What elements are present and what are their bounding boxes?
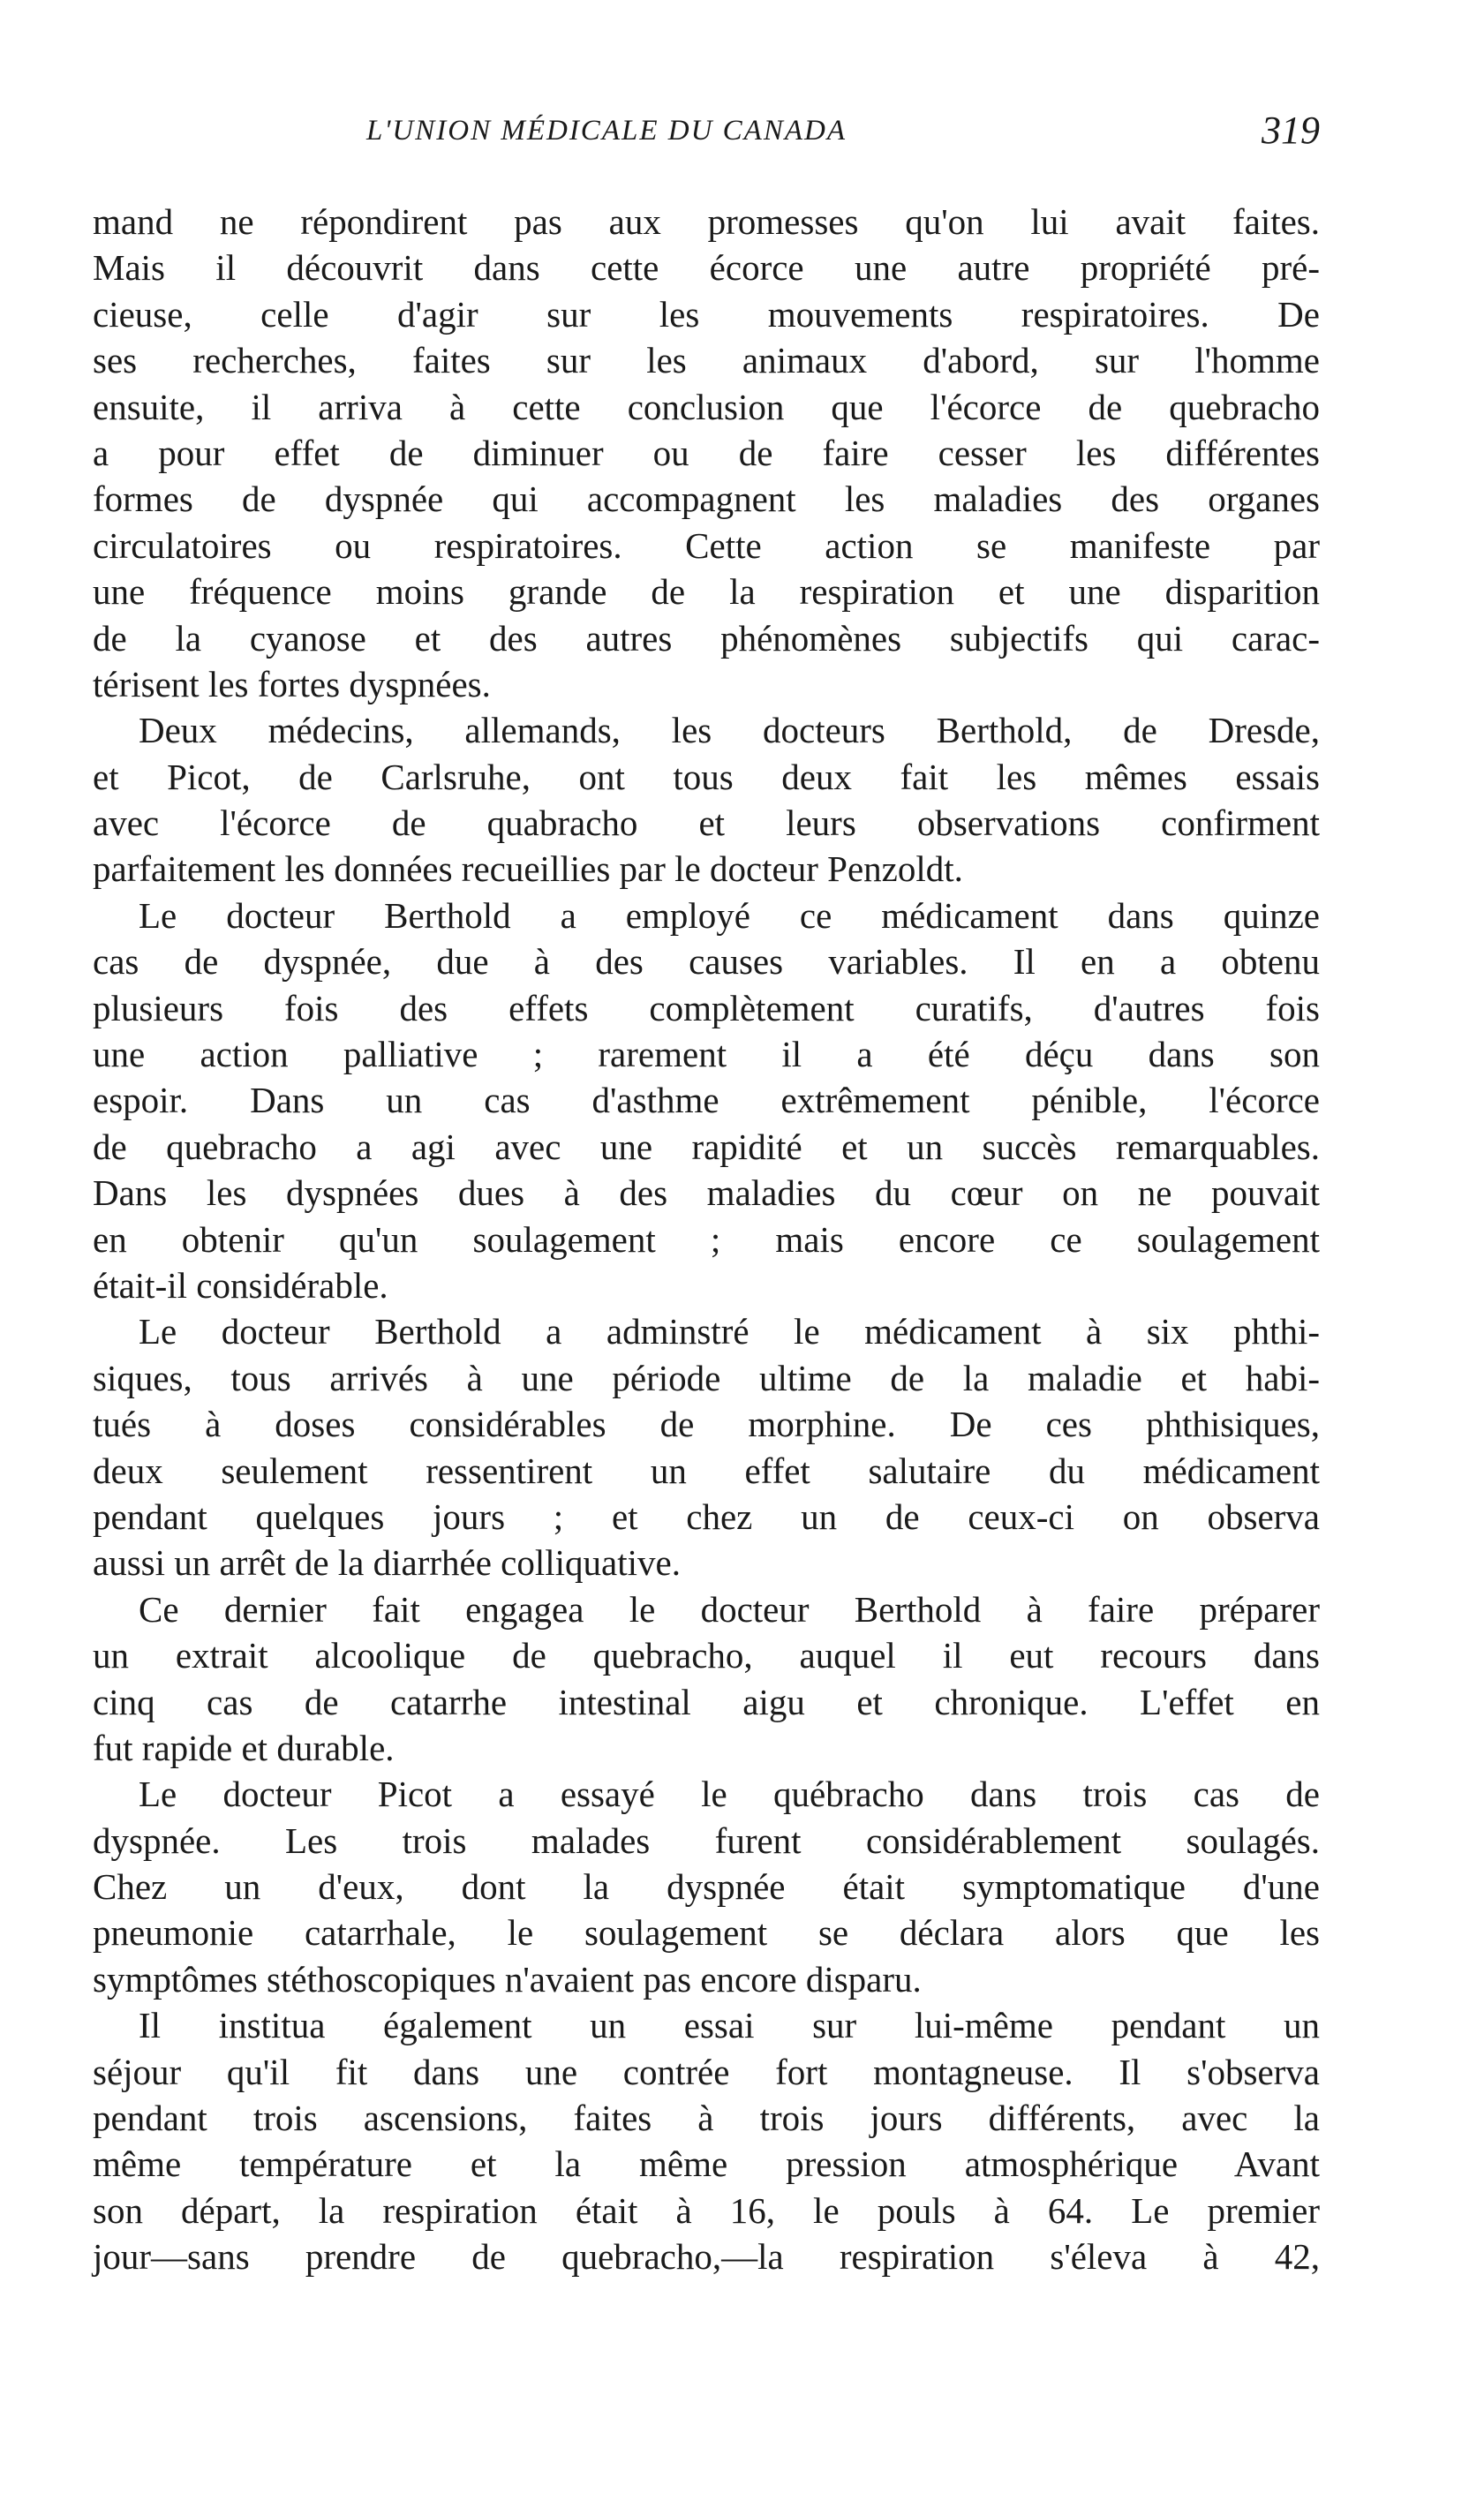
- text-line: Il institua également un essai sur lui-même pendant un: [139, 2005, 1320, 2046]
- text-line: séjour qu'il fit dans une contrée fort montagneuse. Il s'observa: [93, 2051, 1320, 2092]
- text-line: espoir. Dans un cas d'asthme extrêmement pénible, l'écorce: [93, 1080, 1320, 1121]
- text-line: cas de dyspnée, due à des causes variables. Il en a obtenu: [93, 941, 1320, 983]
- text-line: avec l'écorce de quabracho et leurs observations confirment: [93, 802, 1320, 844]
- paragraph: [93, 1586, 1320, 1772]
- running-head: [93, 108, 1320, 161]
- text-line: tués à doses considérables de morphine. De ces phthisiques,: [93, 1404, 1320, 1445]
- text-line: Mais il découvrit dans cette écorce une autre propriété pré-: [93, 247, 1320, 289]
- text-line: et Picot, de Carlsruhe, ont tous deux fait les mêmes essais: [93, 756, 1320, 797]
- text-line: un extrait alcoolique de quebracho, auquel il eut recours dans: [93, 1635, 1320, 1676]
- body-text: [93, 199, 1320, 2280]
- text-line: ensuite, il arriva à cette conclusion que l'écorce de quebracho: [93, 386, 1320, 427]
- text-line: pendant quelques jours ; et chez un de ceux-ci on observa: [93, 1495, 1320, 1537]
- text-line: deux seulement ressentirent un effet salutaire du médicament: [93, 1450, 1320, 1491]
- text-line: plusieurs fois des effets complètement curatifs, d'autres fois: [93, 987, 1320, 1028]
- paragraph: [93, 1308, 1320, 1586]
- text-line: de la cyanose et des autres phénomènes subjectifs qui carac-: [93, 617, 1320, 659]
- page-number: 319: [1262, 109, 1320, 152]
- text-line: a pour effet de diminuer ou de faire cesser les différentes: [93, 432, 1320, 473]
- text-line: formes de dyspnée qui accompagnent les maladies des organes: [93, 478, 1320, 520]
- text-line: en obtenir qu'un soulagement ; mais encore ce soulagement: [93, 1218, 1320, 1260]
- text-line: dyspnée. Les trois malades furent considérablement soulagés.: [93, 1819, 1320, 1861]
- text-line: circulatoires ou respiratoires. Cette action se manifeste par: [93, 524, 1320, 566]
- paragraph: [93, 707, 1320, 893]
- text-line: siques, tous arrivés à une période ultime de la maladie et habi-: [93, 1357, 1320, 1398]
- text-line: fut rapide et durable.: [93, 1727, 395, 1768]
- text-line: symptômes stéthoscopiques n'avaient pas encore disparu.: [93, 1958, 922, 2000]
- paragraph: [93, 893, 1320, 1309]
- text-line: mand ne répondirent pas aux promesses qu'on lui avait faites.: [93, 201, 1320, 242]
- text-line: Le docteur Picot a essayé le québracho dans trois cas de: [139, 1774, 1320, 1815]
- text-line: pendant trois ascensions, faites à trois jours différents, avec la: [93, 2098, 1320, 2139]
- running-title: L'UNION MÉDICALE DU CANADA: [366, 115, 847, 147]
- text-line: térisent les fortes dyspnées.: [93, 663, 491, 704]
- text-line: cieuse, celle d'agir sur les mouvements respiratoires. De: [93, 293, 1320, 335]
- text-line: Le docteur Berthold a employé ce médicament dans quinze: [139, 894, 1320, 936]
- text-line: une action palliative ; rarement il a été déçu dans son: [93, 1034, 1320, 1075]
- text-line: aussi un arrêt de la diarrhée colliquative.: [93, 1542, 681, 1584]
- text-line: Ce dernier fait engagea le docteur Berthold à faire préparer: [139, 1588, 1320, 1630]
- text-line: cinq cas de catarrhe intestinal aigu et chronique. L'effet en: [93, 1681, 1320, 1722]
- text-line: même température et la même pression atmosphérique Avant: [93, 2143, 1320, 2185]
- text-line: Deux médecins, allemands, les docteurs Berthold, de Dresde,: [139, 710, 1320, 751]
- text-line: ses recherches, faites sur les animaux d'abord, sur l'homme: [93, 340, 1320, 381]
- text-line: de quebracho a agi avec une rapidité et un succès remarquables.: [93, 1126, 1320, 1167]
- text-line: jour—sans prendre de quebracho,—la respiration s'éleva à 42,: [93, 2236, 1320, 2278]
- text-line: Dans les dyspnées dues à des maladies du cœur on ne pouvait: [93, 1172, 1320, 1214]
- paragraph: [93, 2002, 1320, 2279]
- text-line: son départ, la respiration était à 16, le pouls à 64. Le premier: [93, 2189, 1320, 2231]
- text-line: parfaitement les données recueillies par le docteur Penzoldt.: [93, 848, 963, 890]
- text-line: Le docteur Berthold a adminstré le médicament à six phthi-: [139, 1311, 1320, 1352]
- text-line: pneumonie catarrhale, le soulagement se déclara alors que les: [93, 1912, 1320, 1954]
- text-line: était-il considérable.: [93, 1264, 388, 1306]
- paragraph: [93, 1771, 1320, 2002]
- text-line: Chez un d'eux, dont la dyspnée était symptomatique d'une: [93, 1866, 1320, 1908]
- text-line: une fréquence moins grande de la respiration et une disparition: [93, 571, 1320, 613]
- paragraph: [93, 199, 1320, 707]
